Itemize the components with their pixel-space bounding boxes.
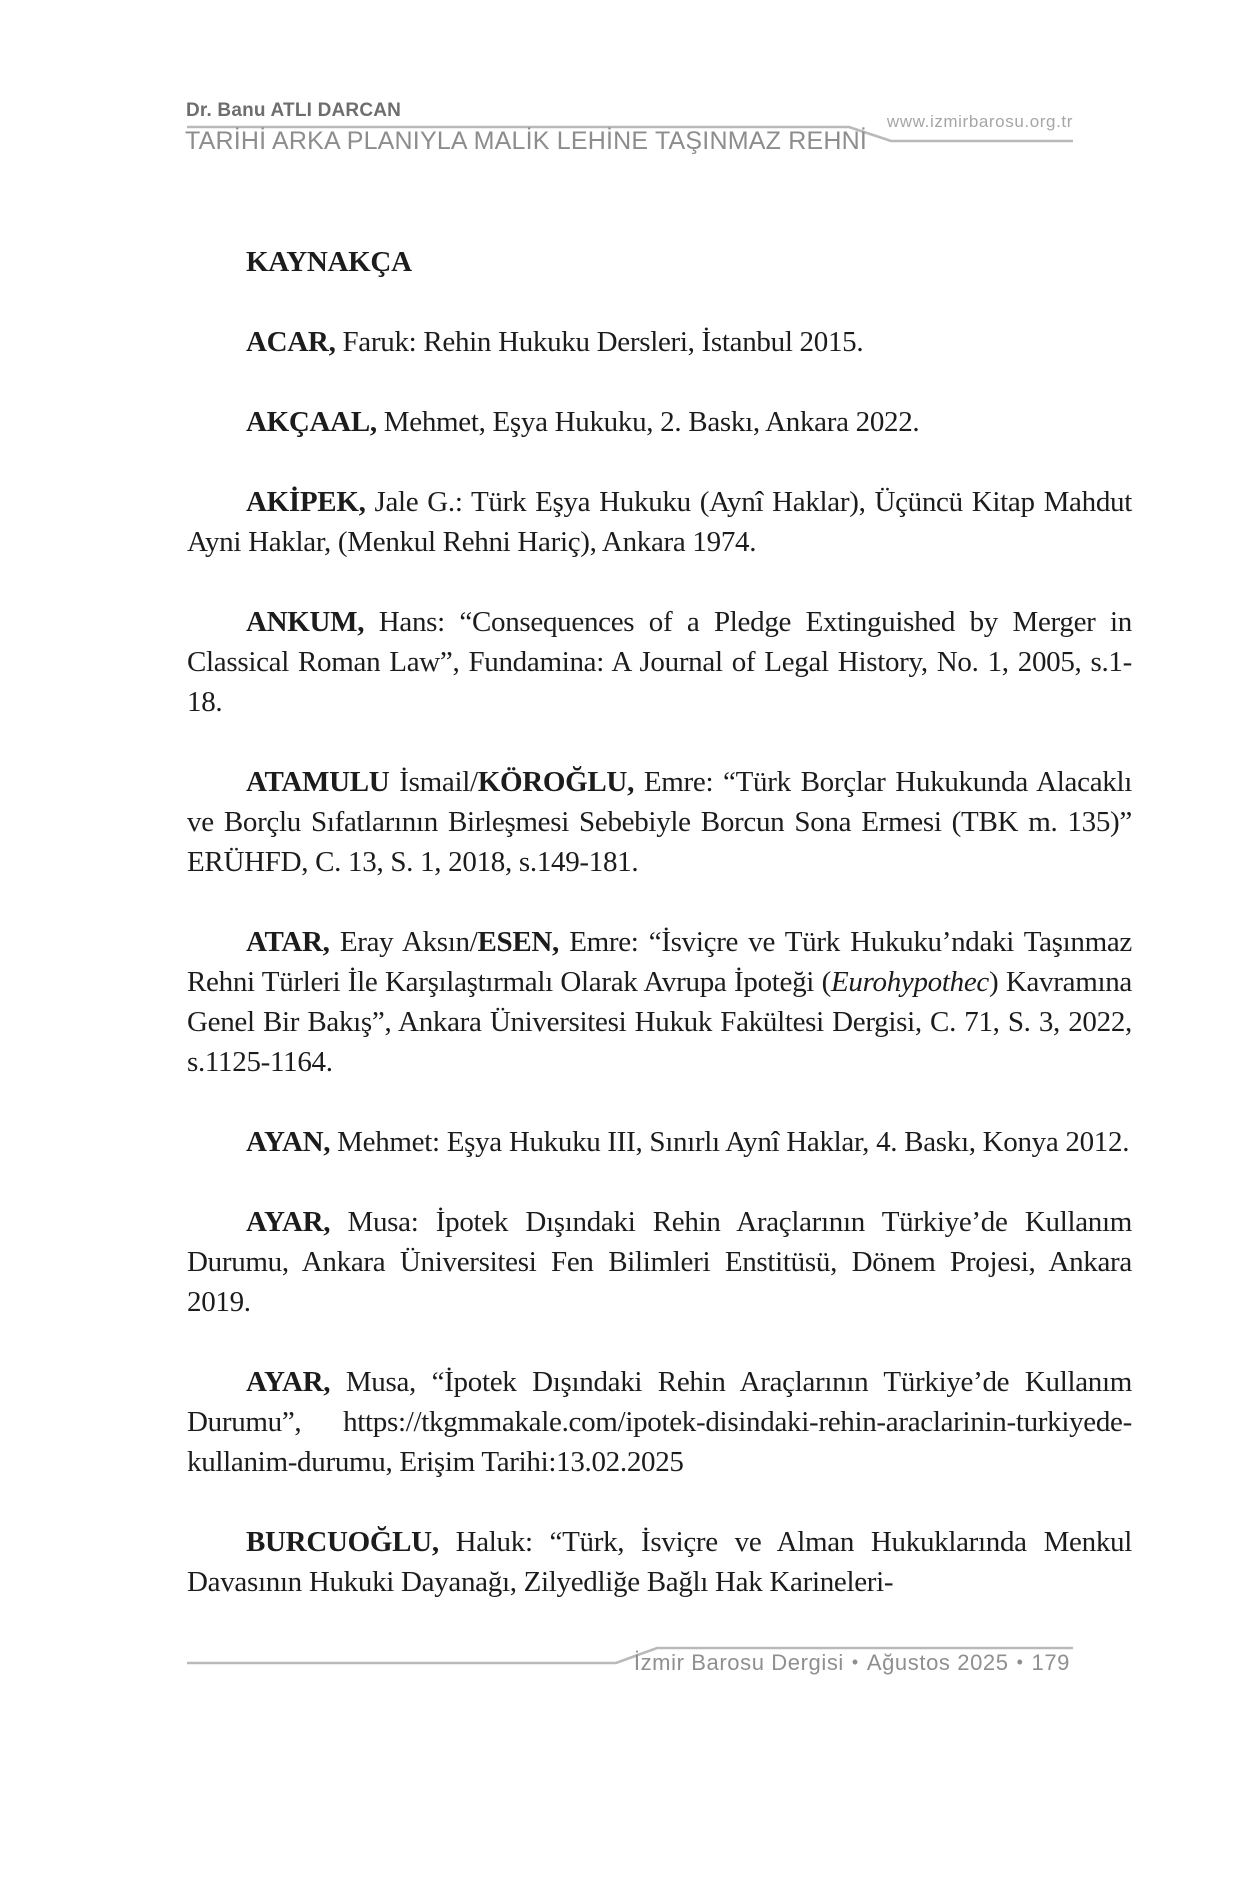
- reference-item: ATAMULU İsmail/KÖROĞLU, Emre: “Türk Borçlar Hukukunda Alacaklı ve Borçlu Sıfatlarının Birleşmesi Sebebiyle Borcun Sona Ermesi (TBK m. 135)” ERÜHFD, C. 13, S. 1, 2018, s.149-181.: [187, 766, 1132, 878]
- header-website-url: www.izmirbarosu.org.tr: [886, 112, 1073, 131]
- header-article-title: TARİHİ ARKA PLANIYLA MALİK LEHİNE TAŞINMAZ REHNİ: [185, 127, 868, 155]
- reference-item: ATAR, Eray Aksın/ESEN, Emre: “İsviçre ve Türk Hukuku’ndaki Taşınmaz Rehni Türleri İle Karşılaştırmalı Olarak Avrupa İpoteği (Eurohypothec) Kavramına Genel Bir Bakış”, Ankara Üniversitesi Hukuk Fakültesi Dergisi, C. 71, S. 3, 2022, s.1125-1164.: [187, 926, 1133, 1078]
- reference-item: BURCUOĞLU, Haluk: “Türk, İsviçre ve Alman Hukuklarında Menkul Davasının Hukuki Dayanağı, Zilyedliğe Bağlı Hak Karineleri-: [187, 1526, 1132, 1598]
- reference-item: AKİPEK, Jale G.: Türk Eşya Hukuku (Aynî Haklar), Üçüncü Kitap Mahdut Ayni Haklar, (Menkul Rehni Hariç), Ankara 1974.: [187, 486, 1132, 558]
- section-title: KAYNAKÇA: [246, 246, 412, 278]
- footer-bullet-icon: •: [851, 1652, 859, 1672]
- reference-item: AYAN, Mehmet: Eşya Hukuku III, Sınırlı Aynî Haklar, 4. Baskı, Konya 2012.: [246, 1126, 1130, 1158]
- footer-page-number: 179: [1031, 1650, 1070, 1675]
- footer-journal-name: İzmir Barosu Dergisi: [633, 1650, 844, 1675]
- footer-bullet-icon: •: [1016, 1652, 1024, 1672]
- reference-item: ANKUM, Hans: “Consequences of a Pledge Extinguished by Merger in Classical Roman Law”, Fundamina: A Journal of Legal History, No. 1, 2005, s.1-18.: [187, 606, 1132, 718]
- reference-item: ACAR, Faruk: Rehin Hukuku Dersleri, İstanbul 2015.: [246, 326, 864, 358]
- reference-item: AYAR, Musa, “İpotek Dışındaki Rehin Araçlarının Türkiye’de Kullanım Durumu”, https://tkgmmakale.com/ipotek-disindaki-rehin-araclarinin-turkiyede-kullanim-durumu, Erişim Tarihi:13.02.2025: [187, 1366, 1132, 1478]
- bibliography-section: [187, 242, 1132, 1642]
- footer-issue: Ağustos 2025: [866, 1650, 1009, 1675]
- footer-journal-line: [634, 1650, 1070, 1676]
- references-list: [187, 322, 1132, 1602]
- reference-item: AKÇAAL, Mehmet, Eşya Hukuku, 2. Baskı, Ankara 2022.: [246, 406, 920, 438]
- reference-item: AYAR, Musa: İpotek Dışındaki Rehin Araçlarının Türkiye’de Kullanım Durumu, Ankara Üniversitesi Fen Bilimleri Enstitüsü, Dönem Projesi, Ankara 2019.: [187, 1206, 1132, 1318]
- header-author: Dr. Banu ATLI DARCAN: [186, 100, 402, 121]
